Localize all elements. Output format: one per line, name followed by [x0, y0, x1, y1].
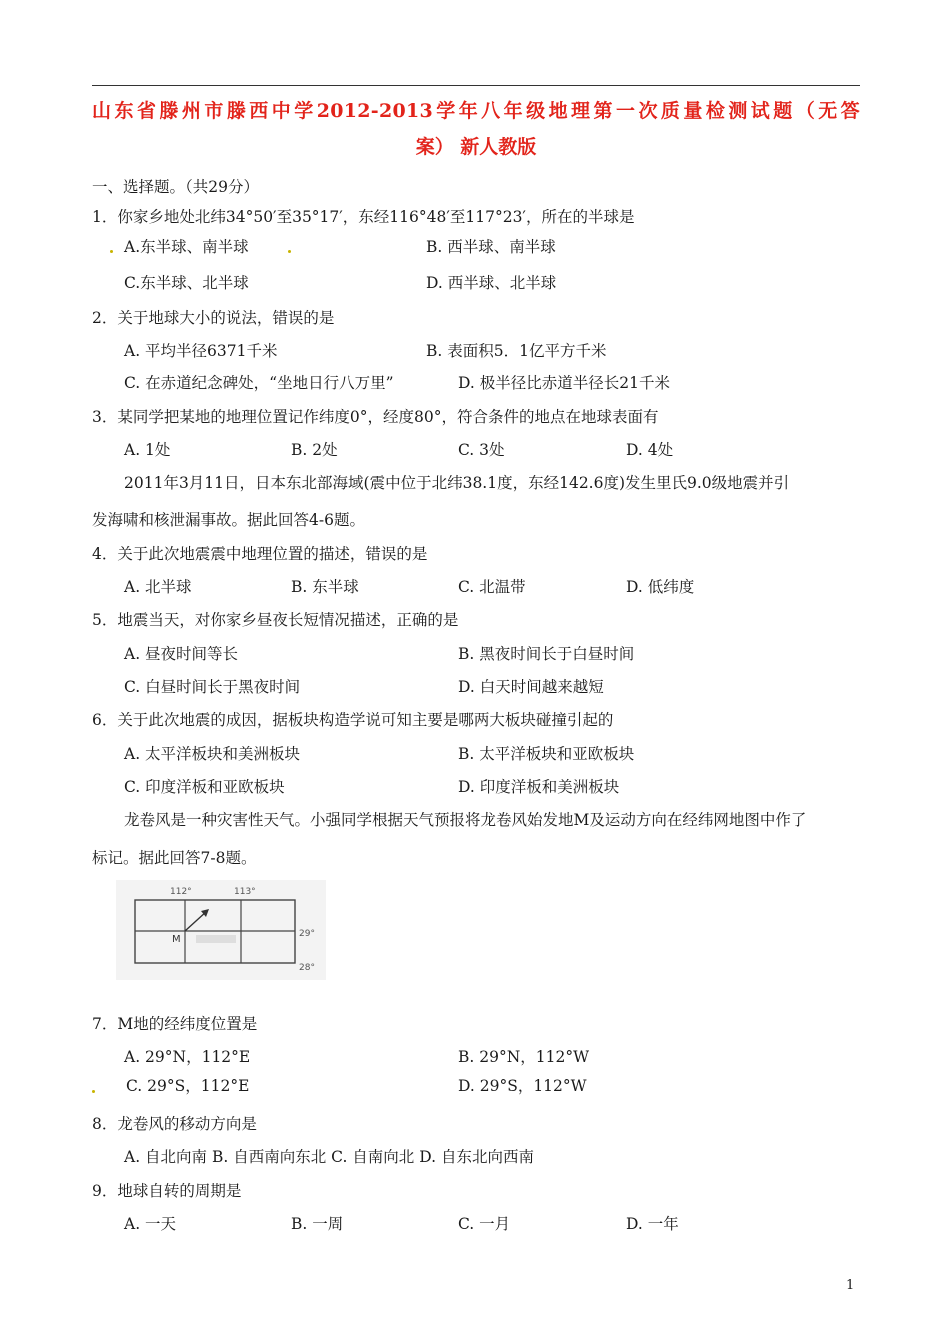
question-9-stem: 9．地球自转的周期是	[92, 1182, 242, 1200]
question-1-option-c: C.东半球、北半球	[124, 274, 249, 292]
question-3-option-b: B. 2处	[291, 441, 338, 459]
question-5-option-a: A. 昼夜时间等长	[124, 645, 239, 663]
question-7-stem: 7．M地的经纬度位置是	[92, 1015, 258, 1033]
page-number: 1	[846, 1278, 855, 1293]
lat-lon-grid-map	[116, 880, 326, 980]
question-5-stem: 5．地震当天，对你家乡昼夜长短情况描述，正确的是	[92, 611, 459, 629]
passage-1-line2: 发海啸和核泄漏事故。据此回答4-6题。	[92, 511, 365, 529]
question-7-option-b: B. 29°N，112°W	[458, 1048, 590, 1066]
question-2-option-b: B. 表面积5．1亿平方千米	[426, 342, 607, 360]
passage-1-line1: 2011年3月11日，日本东北部海域(震中位于北纬38.1度，东经142.6度)发生里氏9.0级地震并引	[124, 474, 790, 492]
question-5-option-c: C. 白昼时间长于黑夜时间	[124, 678, 301, 696]
question-4-option-d: D. 低纬度	[626, 578, 695, 596]
question-2-option-a: A. 平均半径6371千米	[124, 342, 278, 360]
section-heading: 一、选择题。（共29分）	[92, 178, 259, 196]
question-4-option-a: A. 北半球	[124, 578, 192, 596]
question-6-option-b: B. 太平洋板块和亚欧板块	[458, 745, 635, 763]
question-5-option-b: B. 黑夜时间长于白昼时间	[458, 645, 635, 663]
latitude-label-28: 28°	[299, 963, 315, 973]
scan-speck	[288, 250, 291, 253]
question-4-stem: 4．关于此次地震震中地理位置的描述，错误的是	[92, 545, 428, 563]
map-smudge	[196, 935, 236, 943]
scan-speck	[92, 1090, 95, 1093]
longitude-label-112: 112°	[170, 887, 192, 897]
question-6-stem: 6．关于此次地震的成因，据板块构造学说可知主要是哪两大板块碰撞引起的	[92, 711, 614, 729]
passage-2-line2: 标记。据此回答7-8题。	[92, 849, 257, 867]
point-m-label: M	[172, 934, 181, 945]
question-4-option-b: B. 东半球	[291, 578, 359, 596]
question-9-option-c: C. 一月	[458, 1215, 511, 1233]
question-6-option-c: C. 印度洋板和亚欧板块	[124, 778, 285, 796]
question-7-option-c: C. 29°S，112°E	[126, 1077, 250, 1095]
document-title-line1: 山东省滕州市滕西中学2012-2013学年八年级地理第一次质量检测试题（无答	[92, 100, 860, 122]
question-5-option-d: D. 白天时间越来越短	[458, 678, 604, 696]
question-2-stem: 2．关于地球大小的说法，错误的是	[92, 309, 335, 327]
question-7-option-d: D. 29°S，112°W	[458, 1077, 587, 1095]
question-9-option-d: D. 一年	[626, 1215, 679, 1233]
question-6-option-d: D. 印度洋板和美洲板块	[458, 778, 620, 796]
question-4-option-c: C. 北温带	[458, 578, 526, 596]
latitude-label-29: 29°	[299, 929, 315, 939]
passage-2-line1: 龙卷风是一种灾害性天气。小强同学根据天气预报将龙卷风始发地M及运动方向在经纬网地图中作了	[124, 811, 807, 829]
question-9-option-b: B. 一周	[291, 1215, 344, 1233]
question-6-option-a: A. 太平洋板块和美洲板块	[124, 745, 301, 763]
document-title-line2: 案） 新人教版	[415, 136, 537, 158]
question-1-option-b: B. 西半球、南半球	[426, 238, 556, 256]
scan-speck	[110, 250, 113, 253]
header-rule	[92, 85, 860, 86]
longitude-label-113: 113°	[234, 887, 256, 897]
question-8-options: A. 自北向南 B. 自西南向东北 C. 自南向北 D. 自东北向西南	[124, 1148, 534, 1166]
question-3-option-a: A. 1处	[124, 441, 171, 459]
question-3-option-c: C. 3处	[458, 441, 505, 459]
question-3-stem: 3．某同学把某地的地理位置记作纬度0°，经度80°，符合条件的地点在地球表面有	[92, 408, 659, 426]
question-1-option-d: D. 西半球、北半球	[426, 274, 557, 292]
question-7-option-a: A. 29°N，112°E	[124, 1048, 251, 1066]
question-1-stem: 1．你家乡地处北纬34°50′至35°17′，东经116°48′至117°23′，所在的半球是	[92, 208, 635, 226]
question-8-stem: 8．龙卷风的移动方向是	[92, 1115, 257, 1133]
question-2-option-c: C. 在赤道纪念碑处，“坐地日行八万里”	[124, 374, 394, 392]
question-3-option-d: D. 4处	[626, 441, 674, 459]
question-1-option-a: A.东半球、南半球	[124, 238, 249, 256]
question-2-option-d: D. 极半径比赤道半径长21千米	[458, 374, 670, 392]
question-9-option-a: A. 一天	[124, 1215, 177, 1233]
